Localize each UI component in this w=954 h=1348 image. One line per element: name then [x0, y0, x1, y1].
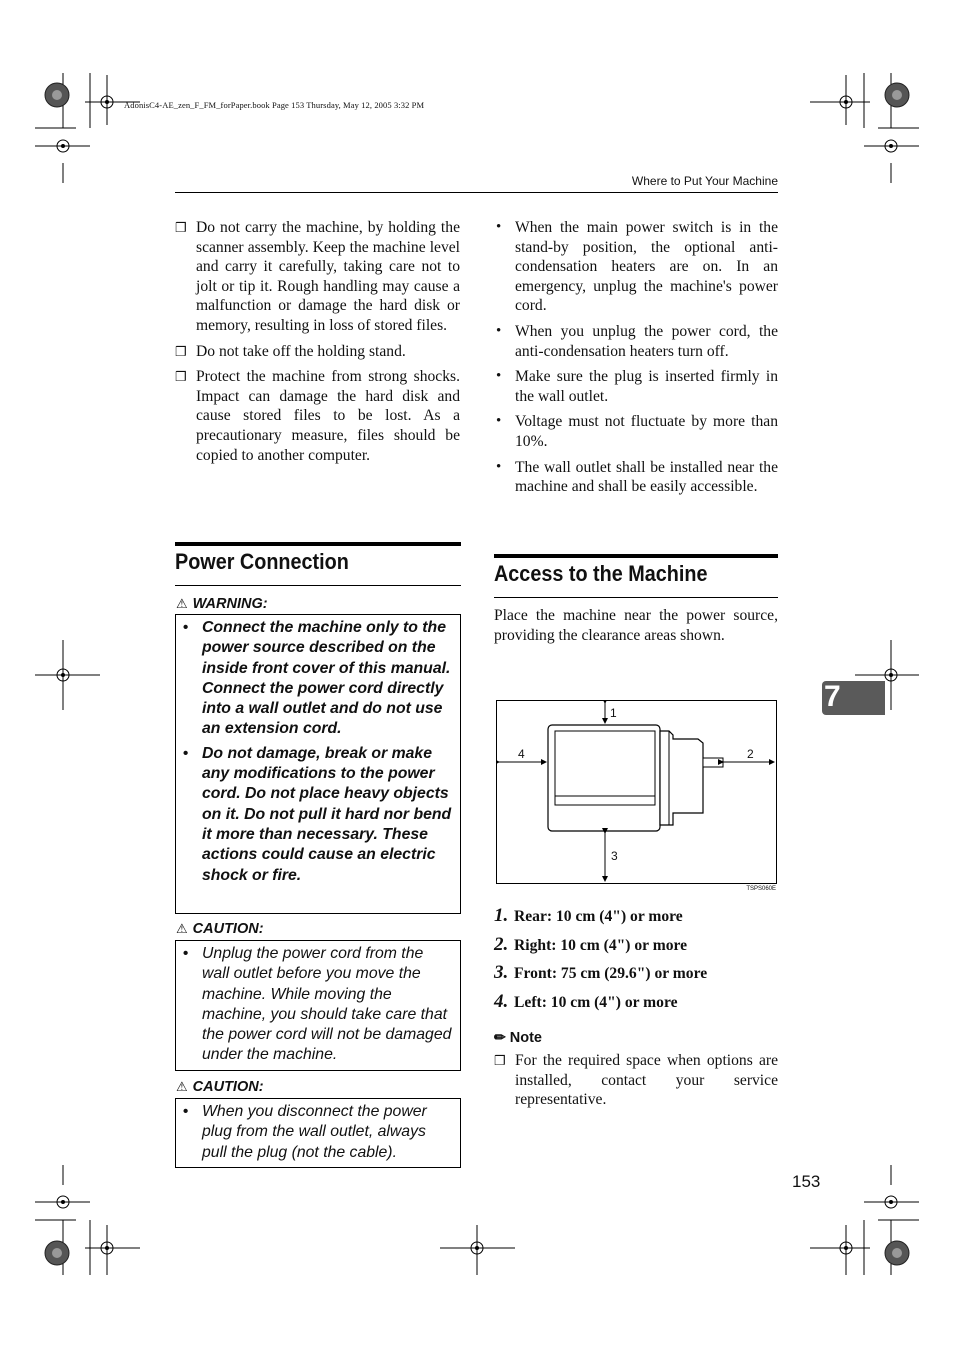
caution-label-text: CAUTION: — [192, 1079, 264, 1095]
power-note-text: Make sure the plug is inserted firmly in the wall outlet. — [515, 368, 778, 405]
section-title-access: Access to the Machine — [494, 561, 708, 586]
power-note-item — [494, 458, 778, 497]
warning-triangle-icon: ⚠ — [176, 921, 188, 936]
caution-label — [176, 1079, 264, 1095]
bullet: • — [183, 619, 189, 636]
power-note-item — [494, 218, 778, 316]
clearance-text: Rear: 10 cm (4") or more — [514, 908, 683, 925]
warning-item — [182, 618, 452, 740]
caution-item — [182, 1102, 452, 1163]
page-number: 153 — [792, 1172, 821, 1191]
precaution-item — [175, 218, 460, 336]
caution-label-text: CAUTION: — [192, 921, 264, 937]
power-note-text: Voltage must not fluctuate by more than 10%. — [515, 413, 778, 450]
header-rule — [175, 192, 778, 193]
diagram-label-1: 1 — [610, 706, 617, 720]
diagram-label-4: 4 — [518, 747, 525, 761]
chapter-number: 7 — [824, 680, 841, 713]
bullet: • — [183, 1103, 189, 1120]
warning-item — [182, 744, 452, 886]
warning-triangle-icon: ⚠ — [176, 1079, 188, 1094]
running-head: Where to Put Your Machine — [631, 174, 778, 188]
warning-text: Do not damage, break or make any modifications to the power cord. Do not place heavy objects on it. Do not pull it hard nor bend it more than necessary. These actions could cause an electric shock or fire. — [202, 744, 452, 884]
chapter-tab — [822, 681, 885, 715]
checkbox-icon: ❒ — [175, 343, 187, 359]
caution-item — [182, 944, 452, 1066]
clearance-text: Left: 10 cm (4") or more — [514, 994, 678, 1012]
section-rule — [175, 585, 461, 586]
precaution-text: Do not take off the holding stand. — [196, 342, 406, 360]
bullet: • — [496, 413, 502, 430]
clearance-number: 4. — [494, 991, 509, 1013]
power-notes-list — [494, 218, 778, 503]
diagram-label-2: 2 — [747, 747, 754, 761]
machine-top-view — [497, 701, 776, 883]
book-info-line: AdonisC4-AE_zen_F_FM_forPaper.book Page 153 Thursday, May 12, 2005 3:32 PM — [124, 100, 425, 110]
precaution-list — [175, 218, 460, 471]
diagram-code: TSPS060E — [746, 886, 776, 892]
note-label-text: Note — [509, 1030, 542, 1046]
bullet: • — [183, 744, 189, 762]
clearance-item — [494, 962, 778, 991]
access-intro: Place the machine near the power source, providing the clearance areas shown. — [494, 607, 778, 644]
bullet: • — [496, 368, 502, 385]
checkbox-icon: ❒ — [175, 220, 187, 235]
bullet: • — [496, 322, 502, 339]
power-note-text: When the main power switch is in the stand-by position, the optional anti-condensation heaters are on. In an emergency, unplug the machine's power cord. — [515, 219, 778, 315]
caution-box — [175, 1098, 461, 1168]
section-title-power-connection: Power Connection — [175, 549, 349, 574]
precaution-item — [175, 342, 460, 362]
clearance-number: 2. — [494, 933, 509, 955]
note-item — [494, 1051, 778, 1110]
checkbox-icon: ❒ — [494, 1053, 506, 1068]
diagram-label-3: 3 — [611, 849, 618, 863]
note-text: For the required space when options are installed, contact your service representative. — [515, 1052, 778, 1109]
power-note-item — [494, 412, 778, 451]
section-rule — [494, 597, 778, 598]
section-rule — [494, 554, 778, 558]
power-note-item — [494, 322, 778, 361]
clearance-item — [494, 934, 778, 963]
clearance-item — [494, 991, 778, 1020]
warning-triangle-icon: ⚠ — [176, 596, 188, 611]
clearance-list — [494, 905, 778, 1020]
caution-text: Unplug the power cord from the wall outlet before you move the machine. While moving the machine, you should take care that the power cord will not be damaged under the machine. — [202, 945, 452, 1064]
precaution-text: Protect the machine from strong shocks. Impact can damage the hard disk and cause stored files to be lost. As a precautionary measure, files should be copied to another computer. — [196, 368, 460, 464]
caution-box — [175, 940, 461, 1071]
warning-text: Connect the machine only to the power source described on the inside front cover of this manual. Connect the power cord directly into a wall outlet and do not use an extension cord. — [202, 619, 451, 738]
clearance-number: 1. — [494, 905, 509, 926]
power-note-text: The wall outlet shall be installed near the machine and shall be easily accessible. — [515, 458, 778, 496]
power-note-text: When you unplug the power cord, the anti-condensation heaters turn off. — [515, 322, 778, 360]
bullet: • — [496, 219, 502, 235]
warning-label-text: WARNING: — [192, 596, 268, 612]
pencil-icon: ✏ — [494, 1029, 506, 1045]
clearance-text: Right: 10 cm (4") or more — [514, 936, 688, 954]
bullet: • — [496, 458, 502, 475]
power-note-item — [494, 367, 778, 406]
caution-label — [176, 921, 264, 937]
precaution-text: Do not carry the machine, by holding the scanner assembly. Keep the machine level and carry it carefully, taking care not to jolt or tip it. Rough handling may cause a malfunction or damage the hard disk or memory, resulting in loss of stored files. — [196, 219, 460, 334]
precaution-item — [175, 367, 460, 465]
note-list — [494, 1051, 778, 1116]
clearance-diagram — [496, 700, 777, 884]
clearance-number: 3. — [494, 962, 509, 984]
section-rule — [175, 542, 461, 546]
warning-box — [175, 614, 461, 914]
clearance-item — [494, 905, 778, 934]
warning-label — [176, 596, 268, 612]
bullet: • — [183, 945, 189, 962]
note-label — [494, 1029, 542, 1046]
clearance-text: Front: 75 cm (29.6") or more — [514, 965, 708, 983]
checkbox-icon: ❒ — [175, 369, 187, 385]
caution-text: When you disconnect the power plug from the wall outlet, always pull the plug (not the cable). — [202, 1103, 427, 1161]
